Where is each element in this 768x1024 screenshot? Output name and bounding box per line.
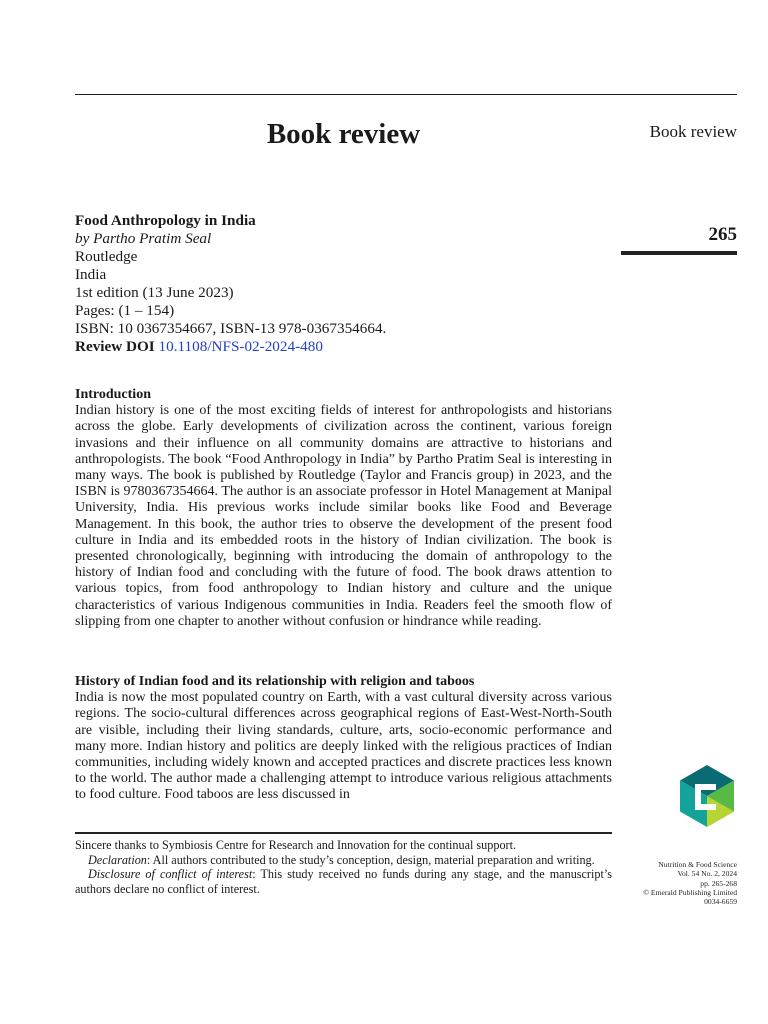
disclosure-text: : This study received no funds during any stage, and the manuscript’s authors declare no conflict of interest.: [75, 867, 612, 896]
book-title: Food Anthropology in India: [75, 212, 256, 229]
book-author: by Partho Pratim Seal: [75, 230, 212, 247]
journal-pages: pp. 265-268: [700, 878, 737, 888]
journal-volume: Vol. 54 No. 2, 2024: [677, 869, 737, 879]
journal-info: [643, 860, 737, 906]
disclosure-label: Disclosure of conflict of interest: [88, 867, 253, 882]
section-body: Indian history is one of the most exciting fields of interest for anthropologists and historians across the globe. Early developments of civilization across the continent, various foreign invasions and their influence on all community domains are attractive to historians and anthropologists. The book “Food Anthropology in India” by Partho Pratim Seal is interesting in many ways. The book is published by Routledge (Taylor and Francis group) in 2023, and the ISBN is 9780367354664. The author is an associate professor in Hotel Management at Manipal University, India. His previous works include similar books like Food and Beverage Management. In this book, the author tries to observe the development of the present food culture in India and its embedded roots in the history of Indian civilization. The book is presented chronologically, beginning with introducing the domain of anthropology to the history of Indian food and concluding with the future of food. The book draws attention to various topics, from food anthropology to Indian history and culture and the unique characteristics of various Indigenous communities in India. Readers feel the smooth flow of slipping from one chapter to another without confusion or hindrance while reading.: [75, 403, 612, 629]
footnote-rule: [75, 832, 612, 834]
declaration-text: : All authors contributed to the study’s conception, design, material preparation and writing.: [146, 852, 595, 867]
book-country: India: [75, 266, 107, 283]
section-introduction: [75, 387, 612, 630]
section-history: [75, 674, 612, 804]
section-heading: Introduction: [75, 387, 151, 402]
page-number: 265: [708, 224, 737, 245]
journal-issn: 0034-6659: [704, 897, 737, 907]
book-edition: 1st edition (13 June 2023): [75, 284, 234, 301]
footnote-declaration: [75, 853, 612, 868]
page-number-rule: [621, 251, 737, 255]
review-doi: [75, 338, 612, 356]
declaration-label: Declaration: [88, 852, 147, 867]
book-details: [75, 212, 612, 356]
footnote-thanks: Sincere thanks to Symbiosis Centre for Research and Innovation for the continual support.: [75, 838, 517, 852]
book-pages: Pages: (1 – 154): [75, 302, 175, 319]
book-publisher: Routledge: [75, 248, 138, 265]
book-isbn: ISBN: 10 0367354667, ISBN-13 978-0367354664.: [75, 320, 387, 337]
emerald-logo-icon: [676, 763, 738, 829]
doi-label: Review DOI: [75, 338, 155, 355]
top-rule: [75, 94, 737, 95]
section-heading: History of Indian food and its relationship with religion and taboos: [75, 674, 475, 689]
footnotes: [75, 838, 612, 896]
running-head: Book review: [649, 122, 737, 141]
journal-name: Nutrition & Food Science: [658, 860, 737, 869]
doi-link[interactable]: 10.1108/NFS-02-2024-480: [158, 338, 323, 355]
journal-copyright: © Emerald Publishing Limited: [643, 887, 737, 897]
page-title: Book review: [266, 118, 421, 150]
footnote-disclosure: [75, 867, 612, 896]
section-body: India is now the most populated country on Earth, with a vast cultural diversity across various regions. The socio-cultural differences across geographical regions of East-West-North-South are visible, including their living standards, culture, arts, socio-economic performance and many more. Indian history and politics are deeply linked with the religious practices of Indian communities, including widely known and accepted practices and discrete practices less known to the world. The author made a challenging attempt to introduce various religious attachments to food culture. Food taboos are less discussed in: [75, 690, 612, 803]
